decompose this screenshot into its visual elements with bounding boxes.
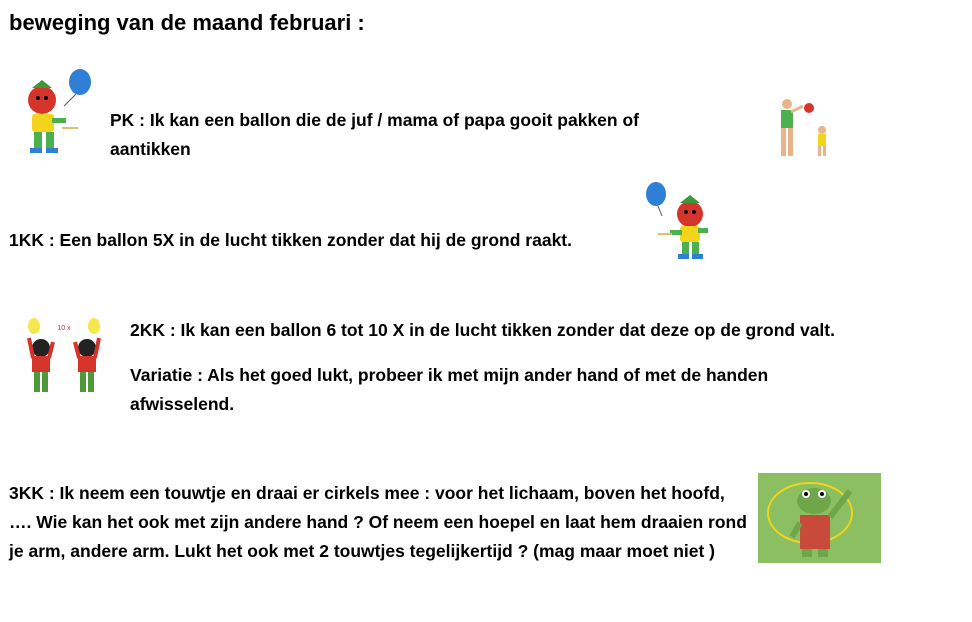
parent-child-balloon-illustration — [767, 96, 837, 160]
strawberry-balloon-illustration-1kk — [640, 182, 716, 262]
frog-rope-illustration — [758, 473, 881, 563]
section-2kk-text: 2KK : Ik kan een ballon 6 tot 10 X in de lucht tikken zonder dat deze op de grond valt. — [130, 320, 835, 340]
page-title: beweging van de maand februari : — [9, 10, 365, 35]
section-3kk-text: 3KK : Ik neem een touwtje en draai er cirkels mee : voor het lichaam, boven het hoofd, …. Wie kan het ook met zijn andere hand ? Of neem een hoepel en laat hem draaien rond je arm, andere arm. Lukt het ook met 2 touwtjes tegelijkertijd ? (mag maar moet niet ) — [9, 483, 747, 561]
strawberry-balloon-illustration-pk — [18, 66, 96, 158]
section-pk-text: PK : Ik kan een ballon die de juf / mama of papa gooit pakken of aantikken — [110, 110, 639, 159]
section-1kk-text: 1KK : Een ballon 5X in de lucht tikken zonder dat hij de grond raakt. — [9, 230, 572, 250]
section-2kk-variation: Variatie : Als het goed lukt, probeer ik met mijn ander hand of met de handen afwisselend. — [130, 365, 769, 414]
two-strawberries-balloons-illustration — [24, 316, 104, 402]
ten-times-label: 10 x — [57, 325, 71, 332]
